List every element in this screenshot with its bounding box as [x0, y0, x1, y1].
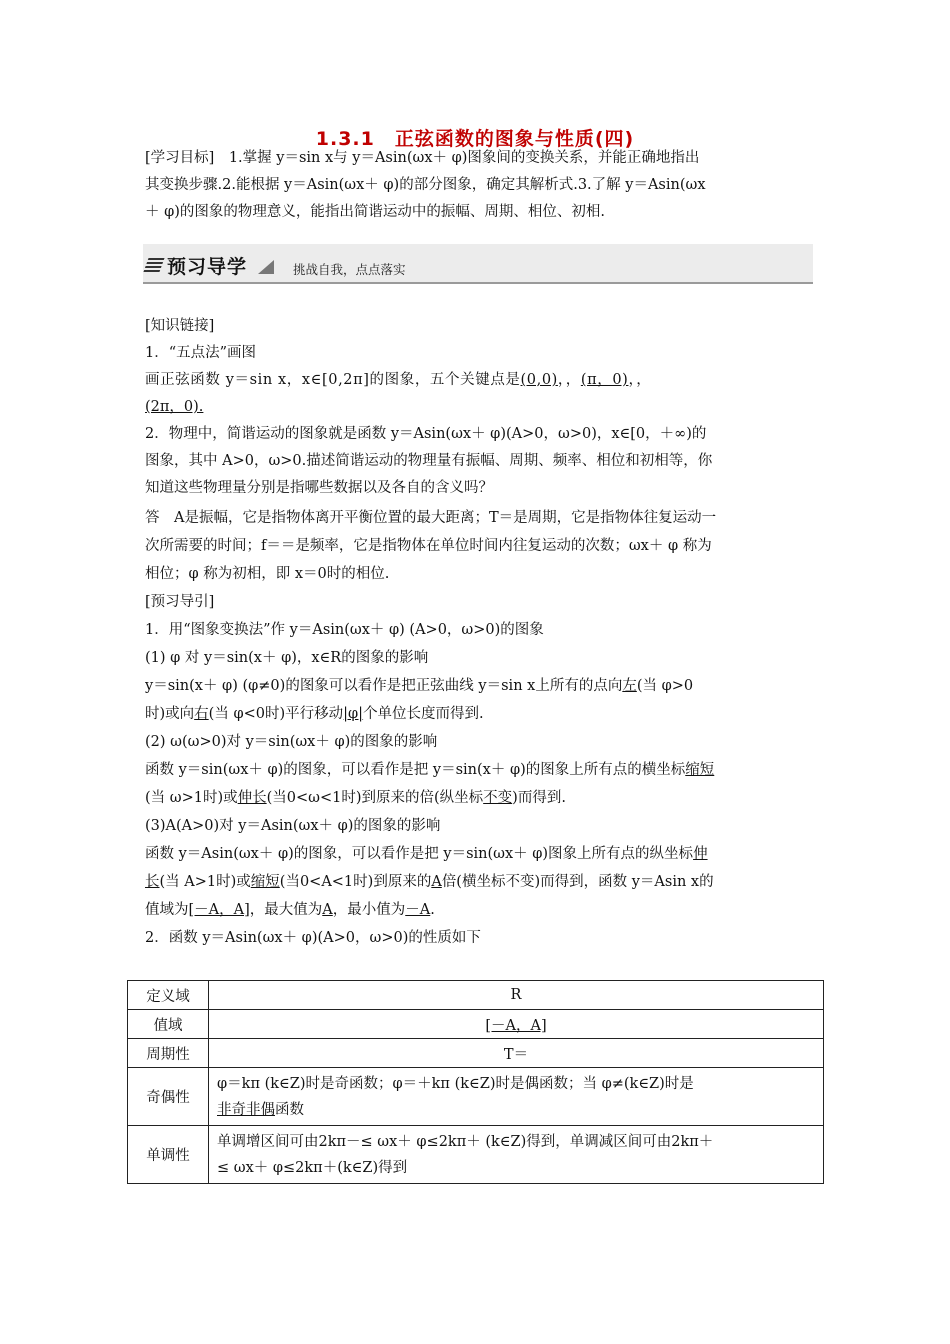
answer-left: 左 [622, 678, 637, 694]
knowledge-item-2-line-3: 知道这些物理量分别是指哪些数据以及各自的含义吗？ [145, 480, 493, 496]
answer-stretch-a: 伸 [693, 846, 708, 862]
table-value-range: [－A，A] [209, 1010, 824, 1039]
phi-effect-line-1: y＝sin(x＋ φ) (φ≠0)的图象可以看作是把正弦曲线 y＝sin x上所有的点向左(当 φ>0 [145, 678, 694, 694]
amplitude-effect-title: (3)A(A>0)对 y＝Asin(ωx＋ φ)的图象的影响 [145, 818, 441, 834]
phi-effect-line-2: 时)或向右(当 φ<0时)平行移动|φ|个单位长度而得到. [145, 706, 484, 722]
table-row [128, 1010, 824, 1039]
page-title: 1.3.1 正弦函数的图象与性质(四) [315, 128, 635, 150]
key-point-1: (0,0) [520, 372, 558, 388]
table-value-parity: φ＝kπ (k∈Z)时是奇函数；φ＝＋kπ (k∈Z)时是偶函数；当 φ≠(k∈Z)时是 非奇非偶函数 [209, 1068, 824, 1126]
learning-objectives-line-1: [学习目标] 1.掌握 y＝sin x与 y＝Asin(ωx＋ φ)图象间的变换关系，并能正确地指出 [145, 150, 700, 166]
banner-title: 预习导学 [167, 256, 248, 278]
banner-subtitle: 挑战自我，点点落实 [293, 262, 406, 277]
learning-objectives-line-3: ＋ φ)的图象的物理意义，能指出简谐运动中的振幅、周期、相位、初相. [145, 204, 606, 220]
answer-range: [－A，A] [188, 902, 250, 918]
answer-line-2: 次所需要的时间；f＝＝是频率，它是指物体在单位时间内往复运动的次数；ωx＋ φ 称为 [145, 538, 712, 554]
amplitude-effect-line-1: 函数 y＝Asin(ωx＋ φ)的图象，可以看作是把 y＝sin(ωx＋ φ)图象上所有点的纵坐标伸 [145, 846, 708, 862]
answer-stretch-b: 长 [145, 874, 160, 890]
table-key-period: 周期性 [128, 1039, 209, 1068]
section-banner [143, 244, 813, 284]
answer-shrink-2: 缩短 [250, 874, 280, 890]
answer-right: 右 [194, 706, 209, 722]
phi-effect-title: (1) φ 对 y＝sin(x＋ φ)，x∈R的图象的影响 [145, 650, 429, 666]
answer-neither: 非奇非偶 [217, 1101, 275, 1118]
table-row [128, 1126, 824, 1184]
properties-table [127, 980, 824, 1184]
banner-triangle-icon [258, 260, 274, 274]
amplitude-effect-line-3: 值域为[－A，A]，最大值为A，最小值为－A. [145, 902, 435, 918]
banner-stripes-icon [143, 258, 164, 272]
preview-item-2-title: 2．函数 y＝Asin(ωx＋ φ)(A>0，ω>0)的性质如下 [145, 930, 481, 946]
amplitude-effect-line-2: 长(当 A>1时)或缩短(当0<A<1时)到原来的A倍(横坐标不变)而得到，函数 y＝Asin x的 [145, 874, 714, 890]
answer-max: A [322, 902, 333, 918]
answer-abs-phi: |φ| [343, 706, 364, 722]
key-point-3: (2π，0). [145, 399, 204, 415]
knowledge-item-2-line-1: 2．物理中，简谐运动的图象就是函数 y＝Asin(ωx＋ φ)(A>0，ω>0)，x∈[0，＋∞)的 [145, 426, 707, 442]
key-point-2: (π，0) [580, 372, 629, 388]
knowledge-item-1-line-1: 画正弦函数 y＝sin x，x∈[0,2π]的图象，五个关键点是(0,0)，，(π，0)，， [145, 372, 652, 388]
answer-stretch: 伸长 [237, 790, 267, 806]
knowledge-item-2-line-2: 图象，其中 A>0，ω>0.描述简谐运动的物理量有振幅、周期、频率、相位和初相等，你 [145, 453, 713, 469]
preview-guide-heading: [预习导引] [145, 594, 215, 610]
answer-factor-a: A [431, 874, 442, 890]
table-key-monotonicity: 单调性 [128, 1126, 209, 1184]
table-key-range: 值域 [128, 1010, 209, 1039]
table-row [128, 1039, 824, 1068]
omega-effect-title: (2) ω(ω>0)对 y＝sin(ωx＋ φ)的图象的影响 [145, 734, 438, 750]
omega-effect-line-1: 函数 y＝sin(ωx＋ φ)的图象，可以看作是把 y＝sin(x＋ φ)的图象上所有点的横坐标缩短 [145, 762, 715, 778]
answer-line-1: 答 A是振幅，它是指物体离开平衡位置的最大距离；T＝是周期，它是指物体往复运动一 [145, 510, 717, 526]
table-value-monotonicity: 单调增区间可由2kπ－≤ ωx＋ φ≤2kπ＋ (k∈Z)得到，单调减区间可由2kπ＋ ≤ ωx＋ φ≤2kπ＋(k∈Z)得到 [209, 1126, 824, 1184]
learning-objectives-line-2: 其变换步骤.2.能根据 y＝Asin(ωx＋ φ)的部分图象，确定其解析式.3.了解 y＝Asin(ωx [145, 177, 706, 193]
table-value-period: T＝ [209, 1039, 824, 1068]
answer-shrink: 缩短 [685, 762, 715, 778]
preview-item-1-title: 1．用“图象变换法”作 y＝Asin(ωx＋ φ) (A>0，ω>0)的图象 [145, 622, 544, 638]
table-row [128, 981, 824, 1010]
knowledge-item-1-title: 1．“五点法”画图 [145, 345, 257, 361]
knowledge-link-heading: [知识链接] [145, 318, 215, 334]
answer-min: －A [405, 902, 431, 918]
table-row [128, 1068, 824, 1126]
table-value-domain: R [209, 981, 824, 1010]
table-key-domain: 定义域 [128, 981, 209, 1010]
table-key-parity: 奇偶性 [128, 1068, 209, 1126]
omega-effect-line-2: (当 ω>1时)或伸长(当0<ω<1时)到原来的倍(纵坐标不变)而得到. [145, 790, 566, 806]
answer-line-3: 相位；φ 称为初相，即 x＝0时的相位. [145, 566, 390, 582]
answer-unchanged: 不变 [483, 790, 513, 806]
knowledge-item-1-line-2 [145, 397, 813, 417]
